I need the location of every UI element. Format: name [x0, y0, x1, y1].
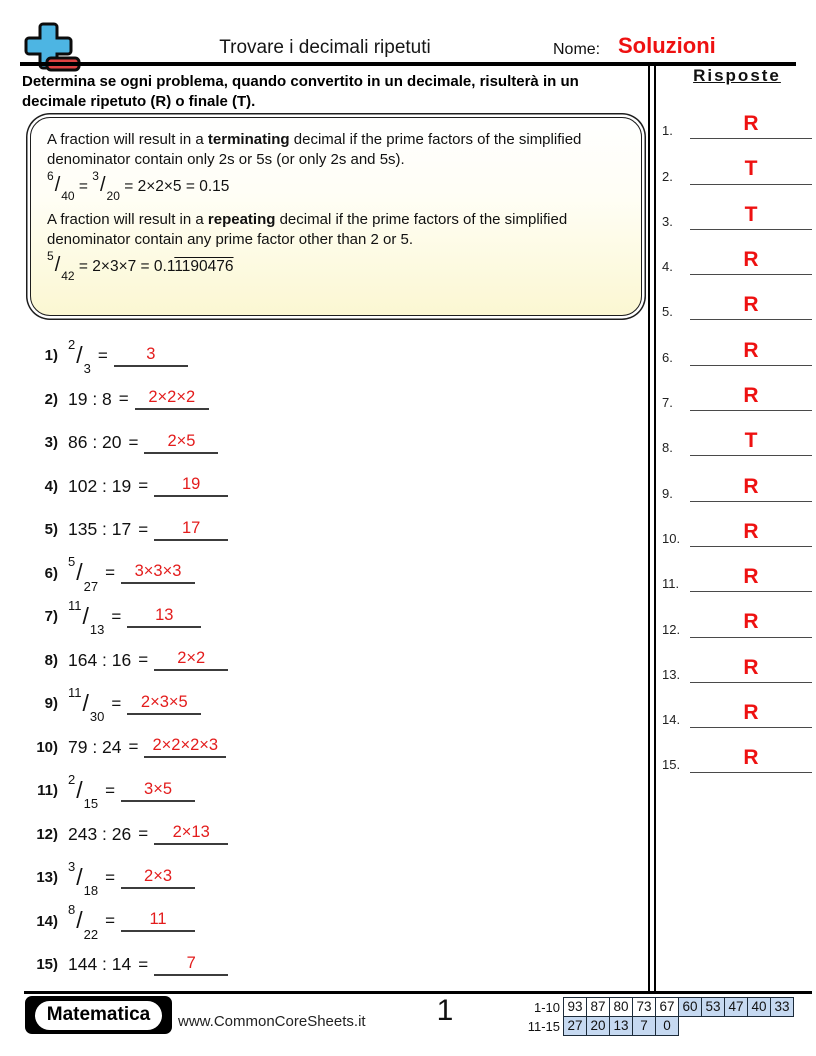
- answer-value: R: [743, 112, 759, 136]
- problem-fraction: $^2/_{15}$: [68, 771, 99, 811]
- answer-blank: 3×3×3: [121, 562, 195, 584]
- answer-blank: 3×5: [121, 780, 195, 802]
- answer-value: R: [743, 610, 759, 634]
- answer-row: [662, 411, 812, 456]
- answer-row: [662, 275, 812, 320]
- equals-sign: =: [128, 737, 139, 757]
- answer-row: [662, 547, 812, 592]
- info-box: [30, 117, 642, 316]
- problem-row: [26, 769, 626, 813]
- answer-value: R: [743, 701, 759, 725]
- problem-number: 6): [44, 564, 58, 582]
- answer-number: 11.: [662, 576, 680, 592]
- problem-row: [26, 378, 626, 422]
- score-cell: 33: [770, 997, 794, 1017]
- answer-line: [690, 293, 812, 320]
- problem-expression: 102 : 19: [68, 475, 132, 496]
- problem-number: 3): [44, 434, 58, 452]
- fraction: $^3/_{20}$: [92, 168, 120, 203]
- answer-row: [662, 185, 812, 230]
- repeating-digits: 1190476: [174, 257, 234, 275]
- equals-sign: =: [118, 389, 129, 409]
- problem-number: 13): [36, 869, 58, 887]
- equals-sign: =: [97, 345, 108, 365]
- page-number: 1: [436, 994, 454, 1027]
- answer-number: 12.: [662, 621, 681, 637]
- answer-blank: 11: [121, 910, 195, 932]
- score-cell: 60: [678, 997, 702, 1017]
- fraction: $^5/_{42}$: [47, 248, 75, 283]
- answer-value: T: [744, 202, 758, 226]
- answer-blank: 17: [154, 519, 228, 541]
- answer-row: [662, 320, 812, 365]
- problem-number: 5): [44, 521, 58, 539]
- problem-row: [26, 943, 626, 987]
- score-cell: 40: [747, 997, 771, 1017]
- answer-number: 10.: [662, 530, 681, 546]
- answer-line: [690, 656, 812, 683]
- answer-blank: 13: [127, 606, 201, 628]
- page-title: Trovare i decimali ripetuti: [219, 37, 431, 58]
- score-cell: 93: [563, 997, 587, 1017]
- answer-row: [662, 139, 812, 184]
- equals-sign: =: [105, 911, 116, 931]
- answer-blank: 2×13: [154, 823, 228, 845]
- problem-number: 7): [44, 608, 58, 626]
- score-cell: 27: [563, 1016, 587, 1036]
- answer-blank: 2×5: [144, 432, 218, 454]
- problem-fraction: $^{11}/_{30}$: [68, 684, 105, 724]
- equals-sign: =: [138, 954, 149, 974]
- answer-blank: 2×3×5: [127, 693, 201, 715]
- problem-row: [26, 508, 626, 552]
- answer-row: [662, 94, 812, 139]
- answers-panel: [662, 66, 812, 773]
- answer-value: R: [743, 746, 759, 770]
- column-divider: [648, 62, 656, 991]
- answer-number: 6.: [662, 349, 673, 365]
- terminating-example: $^6/_{40} = ^3/_{20} = 2\times 2\times 5 = 0.15$: [47, 168, 230, 203]
- repeating-rule: A fraction will result in a repeating decimal if the prime factors of the simplified denominator contain any prime factor other than 2 or 5.: [47, 210, 568, 248]
- problem-number: 10): [36, 738, 58, 756]
- problem-row: [26, 900, 626, 944]
- score-cell: 80: [609, 997, 633, 1017]
- score-grid: [518, 997, 794, 1036]
- problem-row: [26, 552, 626, 596]
- problem-number: 15): [36, 956, 58, 974]
- answer-blank: 2×2×2×3: [144, 736, 226, 758]
- answer-row: [662, 502, 812, 547]
- answer-value: T: [744, 157, 758, 181]
- answer-number: 7.: [662, 395, 673, 411]
- answer-number: 13.: [662, 666, 681, 682]
- answer-number: 15.: [662, 757, 681, 773]
- problem-row: [26, 639, 626, 683]
- answer-value: R: [743, 383, 759, 407]
- answer-number: 8.: [662, 440, 673, 456]
- answer-value: R: [743, 519, 759, 543]
- answer-line: [690, 248, 812, 275]
- score-row-1: [518, 997, 794, 1017]
- score-range-label: 1-10: [533, 999, 560, 1015]
- problem-row: [26, 856, 626, 900]
- terminating-rule: A fraction will result in a terminating decimal if the prime factors of the simplified denominator contain only 2s or 5s (or only 2s and 5s).: [47, 131, 582, 168]
- equals-sign: =: [138, 476, 149, 496]
- answer-line: [690, 475, 812, 502]
- problem-number: 9): [44, 695, 58, 713]
- problem-row: [26, 595, 626, 639]
- answer-value: T: [744, 429, 758, 453]
- score-cell: 0: [655, 1016, 679, 1036]
- equals-sign: =: [138, 824, 149, 844]
- answer-line: [690, 203, 812, 230]
- problem-row: [26, 421, 626, 465]
- answer-blank: 2×3: [121, 867, 195, 889]
- answer-line: [690, 746, 812, 773]
- score-cell: 13: [609, 1016, 633, 1036]
- answer-blank: 2×2: [154, 649, 228, 671]
- problem-expression: 144 : 14: [68, 954, 132, 975]
- equals-sign: =: [111, 693, 122, 713]
- problem-expression: 86 : 20: [68, 432, 122, 453]
- name-label: Nome:: [553, 41, 601, 58]
- answer-row: [662, 366, 812, 411]
- answer-value: R: [743, 248, 759, 272]
- answer-blank: 19: [154, 475, 228, 497]
- problem-number: 12): [36, 825, 58, 843]
- answer-row: [662, 230, 812, 275]
- score-cell: 67: [655, 997, 679, 1017]
- score-cell: 7: [632, 1016, 656, 1036]
- answer-line: [690, 157, 812, 184]
- answer-value: R: [743, 293, 759, 317]
- answer-line: [690, 339, 812, 366]
- score-cell: 73: [632, 997, 656, 1017]
- answer-line: [690, 384, 812, 411]
- answer-number: 4.: [662, 259, 673, 275]
- score-row-2: [518, 1017, 794, 1036]
- problem-expression: 243 : 26: [68, 823, 132, 844]
- answer-number: 2.: [662, 168, 673, 184]
- problem-fraction: $^2/_3$: [68, 336, 91, 376]
- website-url: www.CommonCoreSheets.it: [178, 1013, 366, 1030]
- score-cell: 47: [724, 997, 748, 1017]
- name-value-solutions: Soluzioni: [618, 33, 716, 58]
- answer-line: [690, 429, 812, 456]
- problem-row: [26, 813, 626, 857]
- answer-value: R: [743, 655, 759, 679]
- problem-number: 11): [37, 782, 58, 800]
- answer-row: [662, 456, 812, 501]
- brand-name: Matematica: [35, 1001, 163, 1030]
- problem-row: [26, 682, 626, 726]
- score-cell: 87: [586, 997, 610, 1017]
- repeating-example: $^5/_{42} = 2\times 3\times 7 = 0.11190476$: [47, 248, 234, 283]
- problem-number: 14): [36, 912, 58, 930]
- problem-fraction: $^3/_{18}$: [68, 858, 99, 898]
- equals-sign: =: [105, 780, 116, 800]
- problem-number: 1): [44, 347, 58, 365]
- problem-expression: 164 : 16: [68, 649, 132, 670]
- equals-sign: =: [105, 563, 116, 583]
- problem-number: 8): [44, 651, 58, 669]
- answer-line: [690, 112, 812, 139]
- answer-number: 1.: [662, 123, 673, 139]
- problem-expression: 79 : 24: [68, 736, 122, 757]
- answer-number: 5.: [662, 304, 673, 320]
- equals-sign: =: [138, 650, 149, 670]
- problem-row: [26, 334, 626, 378]
- answer-value: R: [743, 565, 759, 589]
- answer-row: [662, 638, 812, 683]
- equals-sign: =: [111, 606, 122, 626]
- equals-sign: =: [138, 519, 149, 539]
- answer-blank: 3: [114, 345, 188, 367]
- answer-line: [690, 565, 812, 592]
- answer-number: 9.: [662, 485, 673, 501]
- answer-line: [690, 701, 812, 728]
- answer-number: 14.: [662, 712, 681, 728]
- answer-value: R: [743, 474, 759, 498]
- answer-blank: 7: [154, 954, 228, 976]
- answer-blank: 2×2×2: [135, 388, 209, 410]
- problems-list: [26, 334, 626, 987]
- brand-logo: [25, 996, 172, 1034]
- problem-row: [26, 726, 626, 770]
- problem-fraction: $^{11}/_{13}$: [68, 597, 105, 637]
- answer-number: 3.: [662, 213, 673, 229]
- answers-title: Risposte: [693, 66, 781, 85]
- problem-row: [26, 465, 626, 509]
- answer-line: [690, 520, 812, 547]
- problem-expression: 19 : 8: [68, 388, 112, 409]
- answer-row: [662, 728, 812, 773]
- answer-row: [662, 592, 812, 637]
- problem-expression: 135 : 17: [68, 519, 132, 540]
- problem-fraction: $^8/_{22}$: [68, 902, 99, 942]
- equals-sign: =: [128, 432, 139, 452]
- answer-value: R: [743, 338, 759, 362]
- problem-number: 4): [44, 477, 58, 495]
- answer-row: [662, 683, 812, 728]
- problem-fraction: $^5/_{27}$: [68, 554, 99, 594]
- problem-number: 2): [44, 390, 58, 408]
- score-range-label: 11-15: [527, 1019, 560, 1034]
- score-cell: 20: [586, 1016, 610, 1036]
- fraction: $^6/_{40}$: [47, 168, 75, 203]
- score-cell: 53: [701, 997, 725, 1017]
- answer-line: [690, 610, 812, 637]
- instructions-text: Determina se ogni problema, quando convertito in un decimale, risulterà in un decimale ripetuto (R) o finale (T).: [22, 73, 579, 110]
- equals-sign: =: [105, 867, 116, 887]
